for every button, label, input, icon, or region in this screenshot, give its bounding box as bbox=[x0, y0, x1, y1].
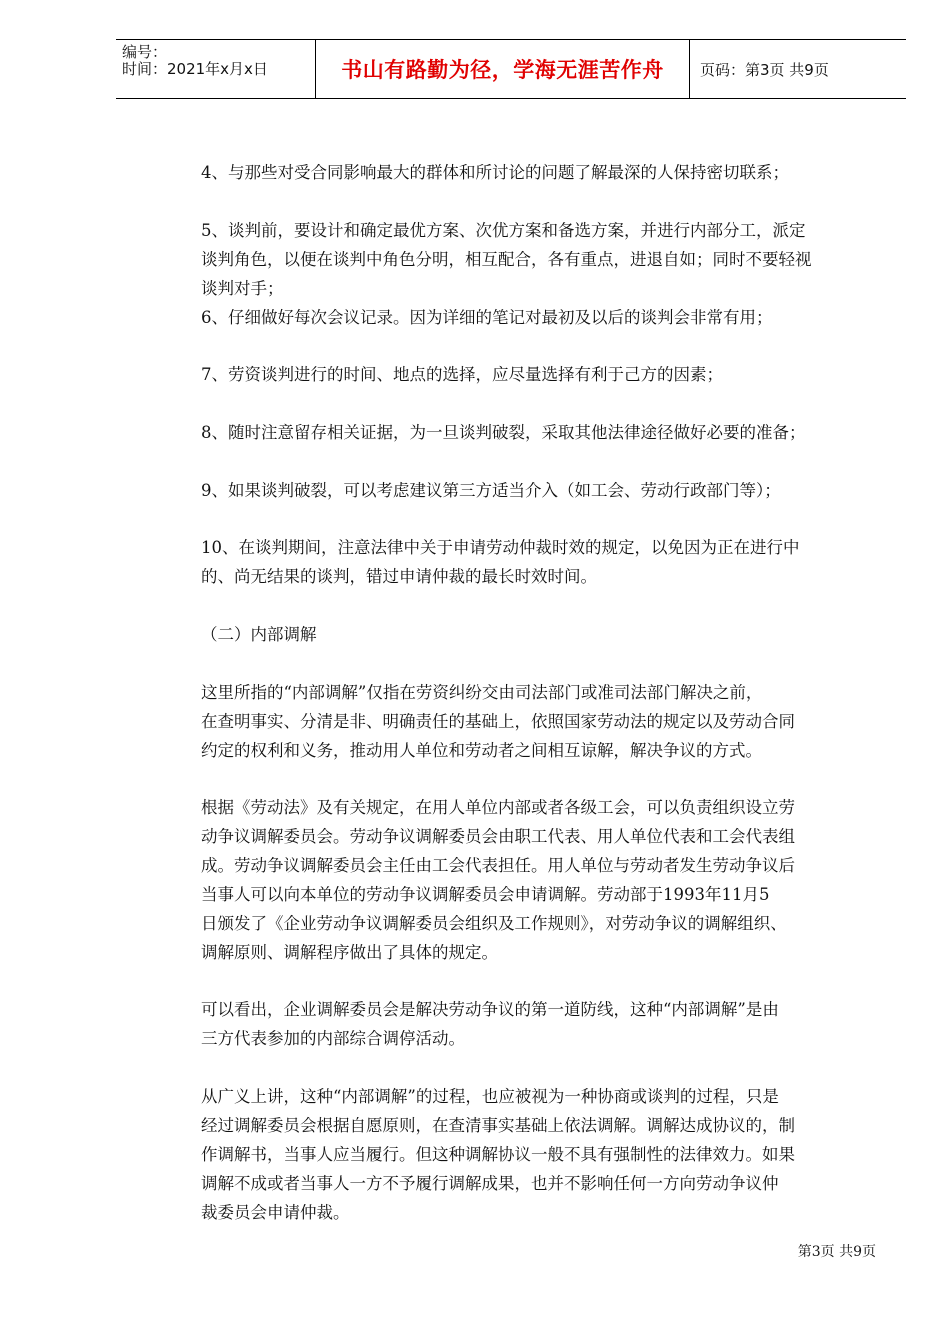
text-line: 调解不成或者当事人一方不予履行调解成果，也并不影响任何一方向劳动争议仲 bbox=[201, 1174, 779, 1193]
text-line: 日颁发了《企业劳动争议调解委员会组织及工作规则》，对劳动争议的调解组织、 bbox=[201, 914, 787, 933]
paragraph bbox=[201, 158, 881, 187]
text-line: （二）内部调解 bbox=[201, 625, 317, 644]
paragraph bbox=[201, 793, 881, 967]
paragraph bbox=[201, 216, 881, 303]
text-line: 的、尚无结果的谈判，错过申请仲裁的最长时效时间。 bbox=[201, 567, 597, 586]
paragraph bbox=[201, 620, 881, 649]
text-line: 这里所指的“内部调解”仅指在劳资纠纷交由司法部门或准司法部门解决之前， bbox=[201, 683, 763, 702]
text-line: 6、仔细做好每次会议记录。因为详细的笔记对最初及以后的谈判会非常有用； bbox=[201, 308, 773, 327]
text-line: 谈判对手； bbox=[201, 279, 284, 298]
document-time-label: 时间：2021年x月x日 bbox=[122, 60, 268, 78]
text-line: 成。劳动争议调解委员会主任由工会代表担任。用人单位与劳动者发生劳动争议后 bbox=[201, 856, 795, 875]
paragraph bbox=[201, 995, 881, 1053]
text-line: 三方代表参加的内部综合调停活动。 bbox=[201, 1029, 465, 1048]
text-line: 在查明事实、分清是非、明确责任的基础上，依照国家劳动法的规定以及劳动合同 bbox=[201, 712, 795, 731]
text-line: 7、劳资谈判进行的时间、地点的选择，应尽量选择有利于己方的因素； bbox=[201, 365, 723, 384]
paragraph bbox=[201, 418, 881, 447]
text-line: 9、如果谈判破裂，可以考虑建议第三方适当介入（如工会、劳动行政部门等）； bbox=[201, 481, 781, 500]
text-line: 调解原则、调解程序做出了具体的规定。 bbox=[201, 943, 498, 962]
page-header bbox=[116, 39, 906, 99]
text-line: 动争议调解委员会。劳动争议调解委员会由职工代表、用人单位代表和工会代表组 bbox=[201, 827, 795, 846]
text-line: 当事人可以向本单位的劳动争议调解委员会申请调解。劳动部于1993年11月5 bbox=[201, 885, 770, 904]
text-line: 作调解书，当事人应当履行。但这种调解协议一般不具有强制性的法律效力。如果 bbox=[201, 1145, 795, 1164]
text-line: 可以看出，企业调解委员会是解决劳动争议的第一道防线，这种“内部调解”是由 bbox=[201, 1000, 779, 1019]
text-line: 经过调解委员会根据自愿原则，在查清事实基础上依法调解。调解达成协议的，制 bbox=[201, 1116, 795, 1135]
text-line: 谈判角色，以便在谈判中角色分明，相互配合，各有重点，进退自如；同时不要轻视 bbox=[201, 250, 812, 269]
header-page-number: 页码：第3页 共9页 bbox=[700, 60, 829, 79]
text-line: 5、谈判前，要设计和确定最优方案、次优方案和备选方案，并进行内部分工，派定 bbox=[201, 221, 806, 240]
text-line: 10、在谈判期间，注意法律中关于申请劳动仲裁时效的规定，以免因为正在进行中 bbox=[201, 538, 800, 557]
text-line: 裁委员会申请仲裁。 bbox=[201, 1203, 350, 1222]
text-line: 8、随时注意留存相关证据，为一旦谈判破裂，采取其他法律途径做好必要的准备； bbox=[201, 423, 806, 442]
paragraph bbox=[201, 533, 881, 591]
text-line: 从广义上讲，这种“内部调解”的过程，也应被视为一种协商或谈判的过程，只是 bbox=[201, 1087, 779, 1106]
paragraph bbox=[201, 476, 881, 505]
header-meta bbox=[116, 40, 316, 98]
paragraph bbox=[201, 678, 881, 765]
text-line: 4、与那些对受合同影响最大的群体和所讨论的问题了解最深的人保持密切联系； bbox=[201, 163, 789, 182]
document-number-label: 编号： bbox=[122, 43, 168, 61]
header-motto: 书山有路勤为径，学海无涯苦作舟 bbox=[341, 58, 664, 82]
paragraph bbox=[201, 360, 881, 389]
footer-page-number: 第3页 共9页 bbox=[797, 1244, 876, 1260]
paragraph bbox=[201, 303, 881, 332]
header-motto-cell bbox=[316, 40, 690, 98]
text-line: 根据《劳动法》及有关规定，在用人单位内部或者各级工会，可以负责组织设立劳 bbox=[201, 798, 795, 817]
paragraph bbox=[201, 1082, 881, 1227]
text-line: 约定的权利和义务，推动用人单位和劳动者之间相互谅解，解决争议的方式。 bbox=[201, 741, 762, 760]
header-page-cell bbox=[690, 40, 906, 98]
